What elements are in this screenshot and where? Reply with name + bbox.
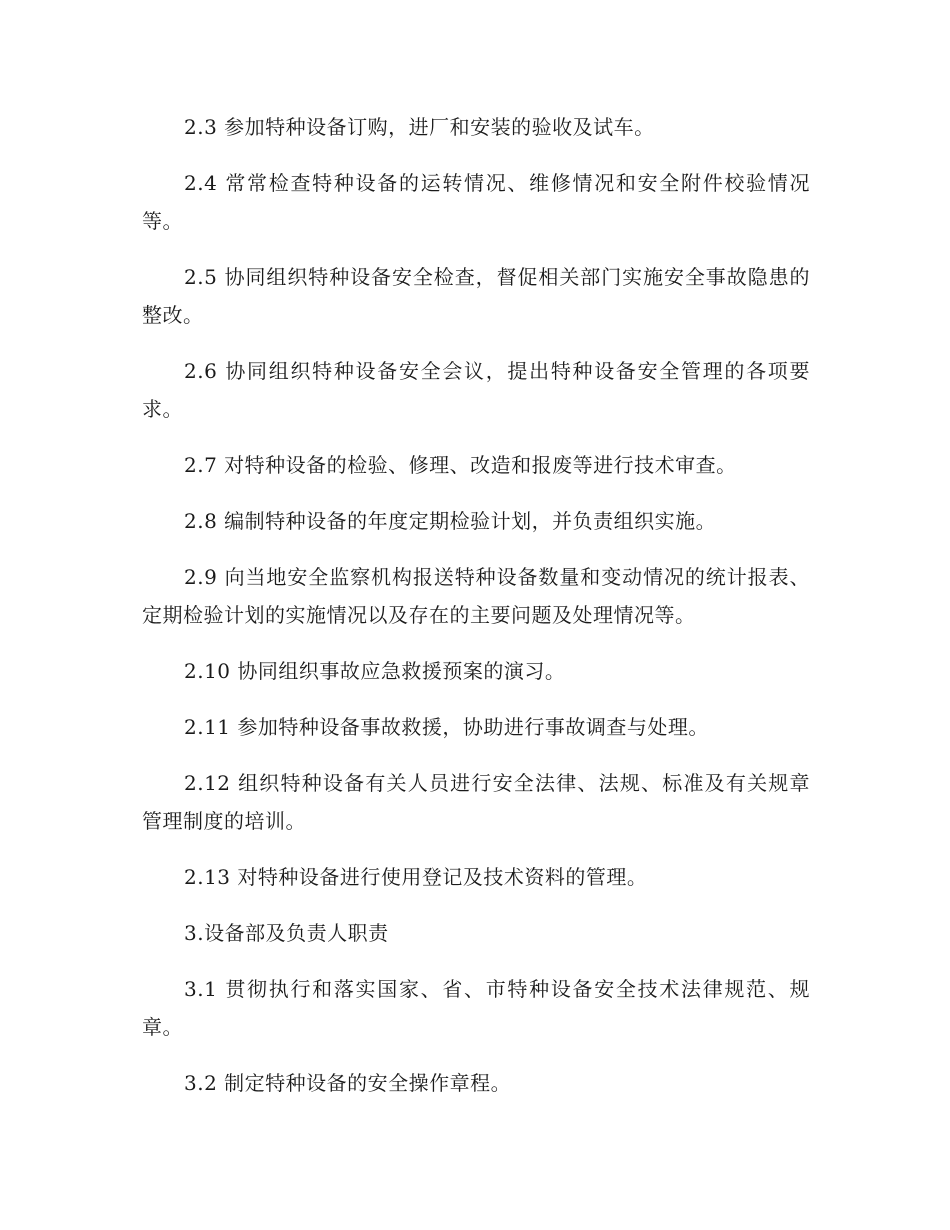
- document-body: [142, 108, 810, 1120]
- paragraph-2-9: 2.9 向当地安全监察机构报送特种设备数量和变动情况的统计报表、定期检验计划的实施情况以及存在的主要问题及处理情况等。: [142, 565, 810, 627]
- section-heading-3: 3.设备部及负责人职责: [184, 921, 389, 945]
- paragraph-2-12: 2.12 组织特种设备有关人员进行安全法律、法规、标准及有关规章管理制度的培训。: [142, 771, 810, 833]
- paragraph-3-1: 3.1 贯彻执行和落实国家、省、市特种设备安全技术法律规范、规章。: [142, 977, 810, 1039]
- paragraph-2-8: 2.8 编制特种设备的年度定期检验计划，并负责组织实施。: [184, 509, 717, 533]
- paragraph-2-3: 2.3 参加特种设备订购，进厂和安装的验收及试车。: [184, 115, 655, 139]
- paragraph-2-11: 2.11 参加特种设备事故救援，协助进行事故调查与处理。: [184, 715, 709, 739]
- paragraph-2-6: 2.6 协同组织特种设备安全会议，提出特种设备安全管理的各项要求。: [142, 359, 810, 421]
- paragraph-2-13: 2.13 对特种设备进行使用登记及技术资料的管理。: [184, 865, 648, 889]
- paragraph-2-7: 2.7 对特种设备的检验、修理、改造和报废等进行技术审查。: [184, 453, 737, 477]
- paragraph-2-4: 2.4 常常检查特种设备的运转情况、维修情况和安全附件校验情况等。: [142, 171, 810, 233]
- paragraph-3-2: 3.2 制定特种设备的安全操作章程。: [184, 1071, 512, 1095]
- paragraph-2-5: 2.5 协同组织特种设备安全检查，督促相关部门实施安全事故隐患的整改。: [142, 265, 810, 327]
- paragraph-2-10: 2.10 协同组织事故应急救援预案的演习。: [184, 659, 566, 683]
